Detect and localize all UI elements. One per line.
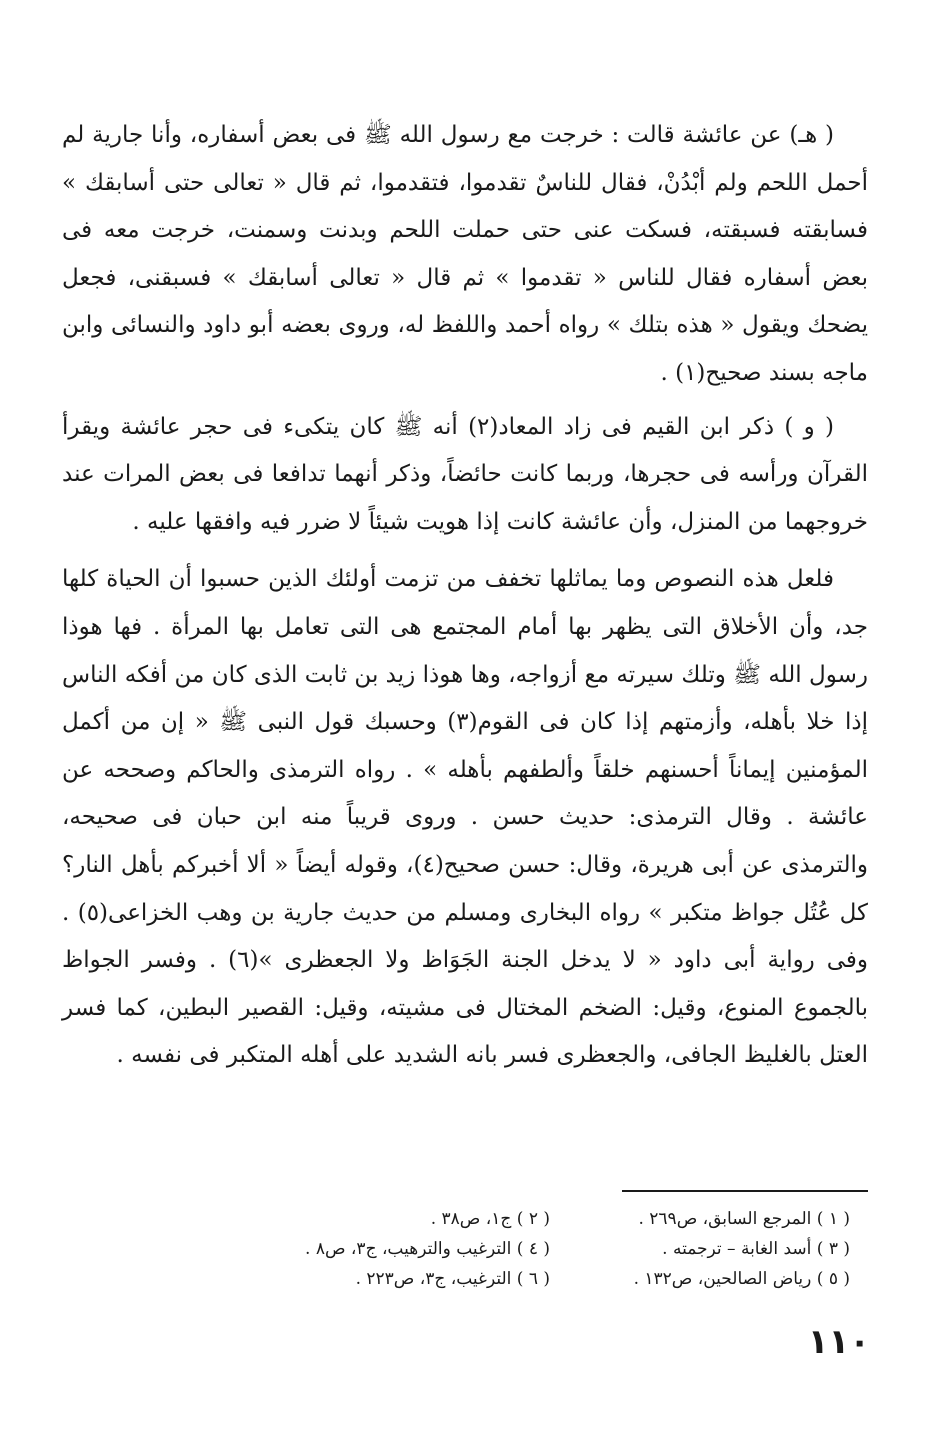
footnote-1: ( ١ ) المرجع السابق، ص٢٦٩ . xyxy=(638,1209,850,1229)
main-text xyxy=(62,112,868,1080)
footnote-2: ( ٢ ) ج١، ص٣٨ . xyxy=(430,1209,550,1229)
footnote-4: ( ٤ ) الترغيب والترهيب، ج٣، ص٨ . xyxy=(305,1239,550,1259)
paragraph-aisha-race: ( هـ) عن عائشة قالت : خرجت مع رسول الله ﷺ فى بعض أسفاره، وأنا جارية لم أحمل اللحم ولم أبْدُنْ، فقال للناسٌ تقدموا، فتقدموا، ثم قال « تعالى حتى أسابقك » فسابقته فسبقته، فسكت عنى حتى حملت اللحم وبدنت وسمنت، خرجت معه فى بعض أسفاره فقال للناس « تقدموا » ثم قال « تعالى أسابقك » فسبقنى، فجعل يضحك ويقول « هذه بتلك » رواه أحمد واللفظ له، وروى بعضه أبو داود والنسائى وابن ماجه بسند صحيح(١) . xyxy=(62,122,868,386)
footnote-3: ( ٣ ) أسد الغابة – ترجمته . xyxy=(662,1239,850,1259)
footnote-6: ( ٦ ) الترغيب، ج٣، ص٢٢٣ . xyxy=(355,1269,550,1289)
footnote-5: ( ٥ ) رياض الصالحين، ص١٣٢ . xyxy=(633,1269,850,1289)
page-number: ١١٠ xyxy=(807,1322,870,1362)
paragraph-ibn-qayyim: ( و ) ذكر ابن القيم فى زاد المعاد(٢) أنه ﷺ كان يتكىء فى حجر عائشة ويقرأ القرآن ورأسه فى حجرها، وربما كانت حائضاً، وذكر أنهما تدافعا فى بعض المرات عند خروجهما من المنزل، وأن عائشة كانت إذا هويت شيئاً لا ضرر فيه وافقها عليه . xyxy=(62,413,868,535)
paragraph-texts-commentary: فلعل هذه النصوص وما يماثلها تخفف من تزمت أولئك الذين حسبوا أن الحياة كلها جد، وأن الأخلاق التى يظهر بها أمام المجتمع هى التى تعامل بها المرأة . فها هوذا رسول الله ﷺ وتلك سيرته مع أزواجه، وها هوذا زيد بن ثابت الذى كان من أفكه الناس إذا خلا بأهله، وأزمتهم إذا كان فى القوم(٣) وحسبك قول النبى ﷺ « إن من أكمل المؤمنين إيماناً أحسنهم خلقاً وألطفهم بأهله » . رواه الترمذى والحاكم وصححه عن عائشة . وقال الترمذى: حديث حسن . وروى قريباً منه ابن حبان فى صحيحه، والترمذى عن أبى هريرة، وقال: حسن صحيح(٤)، وقوله أيضاً « ألا أخبركم بأهل النار؟ كل عُتُل جواظ متكبر » رواه البخارى ومسلم من حديث جارية بن وهب الخزاعى(٥) . وفى رواية أبى داود « لا يدخل الجنة الجَوَاظ ولا الجعظرى »(٦) . وفسر الجواظ بالجموع المنوع، وقيل: الضخم المختال فى مشيته، وقيل: القصير البطين، كما فسر العتل بالغليظ الجافى، والجعظرى فسر بانه الشديد على أهله المتكبر فى نفسه . xyxy=(62,566,869,1069)
footnote-separator xyxy=(622,1190,868,1192)
footnotes xyxy=(250,1205,850,1294)
